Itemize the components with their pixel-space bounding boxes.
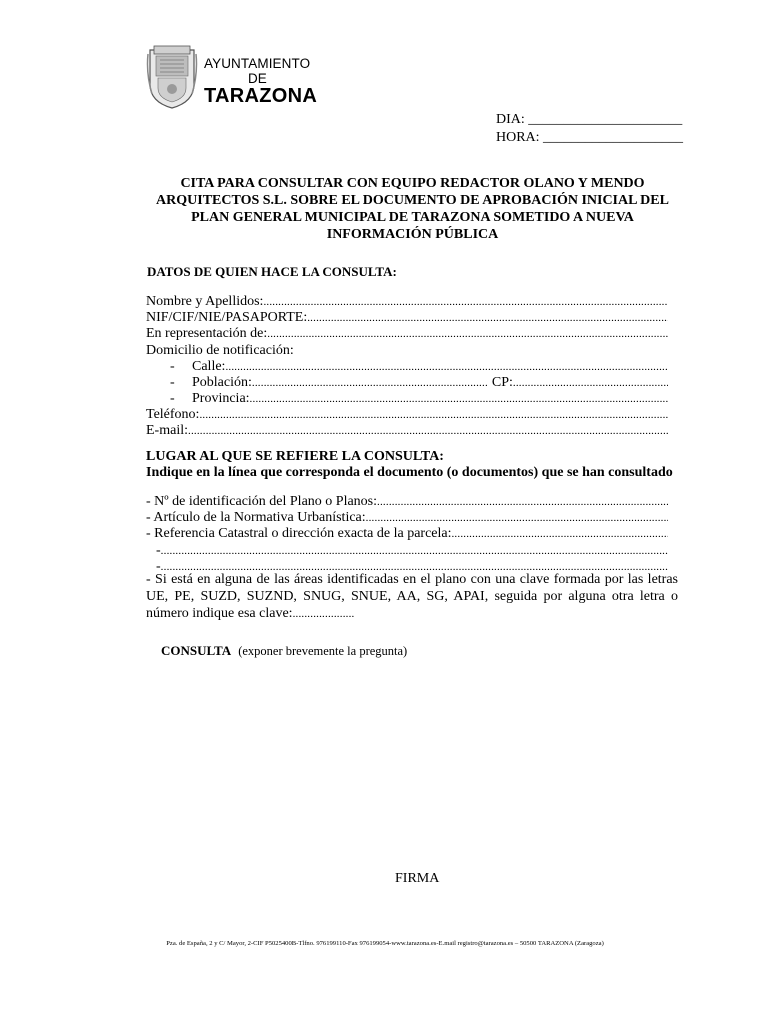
- document-title: [130, 175, 695, 243]
- title-line: PLAN GENERAL MUNICIPAL DE TARAZONA SOMETIDO A NUEVA: [191, 210, 634, 225]
- nif-field[interactable]: [146, 310, 668, 326]
- telefono-field[interactable]: [146, 407, 668, 423]
- email-field[interactable]: [146, 424, 668, 440]
- calle-label: Calle:: [192, 358, 226, 374]
- section-heading-datos: DATOS DE QUIEN HACE LA CONSULTA:: [147, 264, 397, 279]
- domicilio-label-row: [146, 343, 668, 359]
- section-heading-lugar: [146, 449, 673, 481]
- dotted-line[interactable]: [188, 423, 668, 439]
- footer-address: Pza. de España, 2 y C/ Mayor, 2-CIF P5025400B-Tlfno. 976199110-Fax 976199054-www.tarazona.es-E.mail registro@tarazona.es – 50500 TARAZONA (Zaragoza): [166, 940, 604, 947]
- areas-paragraph: [146, 571, 678, 623]
- consulta-hint: (exponer brevemente la pregunta): [238, 644, 408, 658]
- nombre-field[interactable]: [146, 294, 668, 310]
- hora-field[interactable]: HORA: ____________________: [496, 130, 684, 145]
- dotted-line[interactable]: [307, 310, 668, 326]
- consulta-label: CONSULTA: [161, 643, 232, 658]
- articulo-field[interactable]: [146, 510, 668, 526]
- title-line: ARQUITECTOS S.L. SOBRE EL DOCUMENTO DE APROBACIÓN INICIAL DEL: [156, 193, 669, 208]
- representacion-label: En representación de:: [146, 326, 268, 342]
- dotted-line[interactable]: [263, 294, 668, 310]
- blank-dash: -: [156, 542, 161, 558]
- dotted-line[interactable]: [252, 375, 488, 391]
- dotted-line[interactable]: [513, 375, 668, 391]
- representacion-field[interactable]: [146, 326, 668, 342]
- dotted-line[interactable]: [366, 510, 668, 526]
- lugar-heading: LUGAR AL QUE SE REFIERE LA CONSULTA:: [146, 449, 444, 464]
- nif-label: NIF/CIF/NIE/PASAPORTE:: [146, 310, 308, 326]
- articulo-label: - Artículo de la Normativa Urbanística:: [146, 510, 366, 526]
- list-dash: -: [170, 358, 175, 374]
- logo-line-1: AYUNTAMIENTO: [204, 56, 311, 71]
- cp-label: CP:: [491, 374, 513, 390]
- dotted-line[interactable]: [250, 391, 668, 407]
- poblacion-label: Población:: [192, 374, 252, 390]
- dotted-line[interactable]: [377, 494, 668, 510]
- plano-label: - Nº de identificación del Plano o Planos:: [146, 493, 378, 509]
- calle-field[interactable]: [146, 359, 668, 375]
- logo: [146, 44, 326, 110]
- plano-field[interactable]: [146, 494, 668, 510]
- areas-text: - Si está en alguna de las áreas identificadas en el plano con una clave formada por las letras UE, PE, SUZD, SUZND, SNUG, SNUE, AA, SG, APAI, seguida por alguna otra letra o número indique esa clave:: [146, 572, 678, 621]
- list-dash: -: [170, 391, 175, 407]
- dotted-line[interactable]: [225, 359, 668, 375]
- nombre-label: Nombre y Apellidos:: [146, 293, 264, 309]
- reference-fields: [146, 494, 668, 575]
- domicilio-label: Domicilio de notificación:: [146, 342, 294, 358]
- signature-label: FIRMA: [395, 871, 440, 886]
- requester-fields: [146, 294, 668, 440]
- blank-dash: -: [156, 558, 161, 574]
- provincia-field[interactable]: [146, 391, 668, 407]
- list-dash: -: [170, 374, 175, 390]
- title-line: INFORMACIÓN PÚBLICA: [326, 227, 499, 242]
- coat-of-arms-icon: [146, 44, 198, 110]
- clave-field[interactable]: .....................: [292, 608, 355, 620]
- blank-line-1[interactable]: [146, 543, 668, 559]
- poblacion-field[interactable]: [146, 375, 668, 391]
- provincia-label: Provincia:: [192, 391, 250, 407]
- email-label: E-mail:: [146, 423, 188, 439]
- lugar-subheading: Indique en la línea que corresponda el documento (o documentos) que se han consultado: [146, 465, 673, 480]
- date-block: [496, 111, 683, 147]
- title-line: CITA PARA CONSULTAR CON EQUIPO REDACTOR OLANO Y MENDO: [180, 176, 645, 191]
- telefono-label: Teléfono:: [146, 407, 200, 423]
- referencia-label: - Referencia Catastral o dirección exacta de la parcela:: [146, 526, 452, 542]
- dotted-line[interactable]: [451, 526, 668, 542]
- logo-line-2: DE: [248, 71, 267, 86]
- dia-field[interactable]: DIA: ______________________: [496, 112, 683, 127]
- dotted-line[interactable]: [199, 407, 668, 423]
- referencia-field[interactable]: [146, 526, 668, 542]
- logo-line-3: TARAZONA: [204, 85, 318, 107]
- consulta-section: [161, 643, 407, 659]
- dotted-line[interactable]: [161, 543, 668, 559]
- dotted-line[interactable]: [267, 326, 668, 342]
